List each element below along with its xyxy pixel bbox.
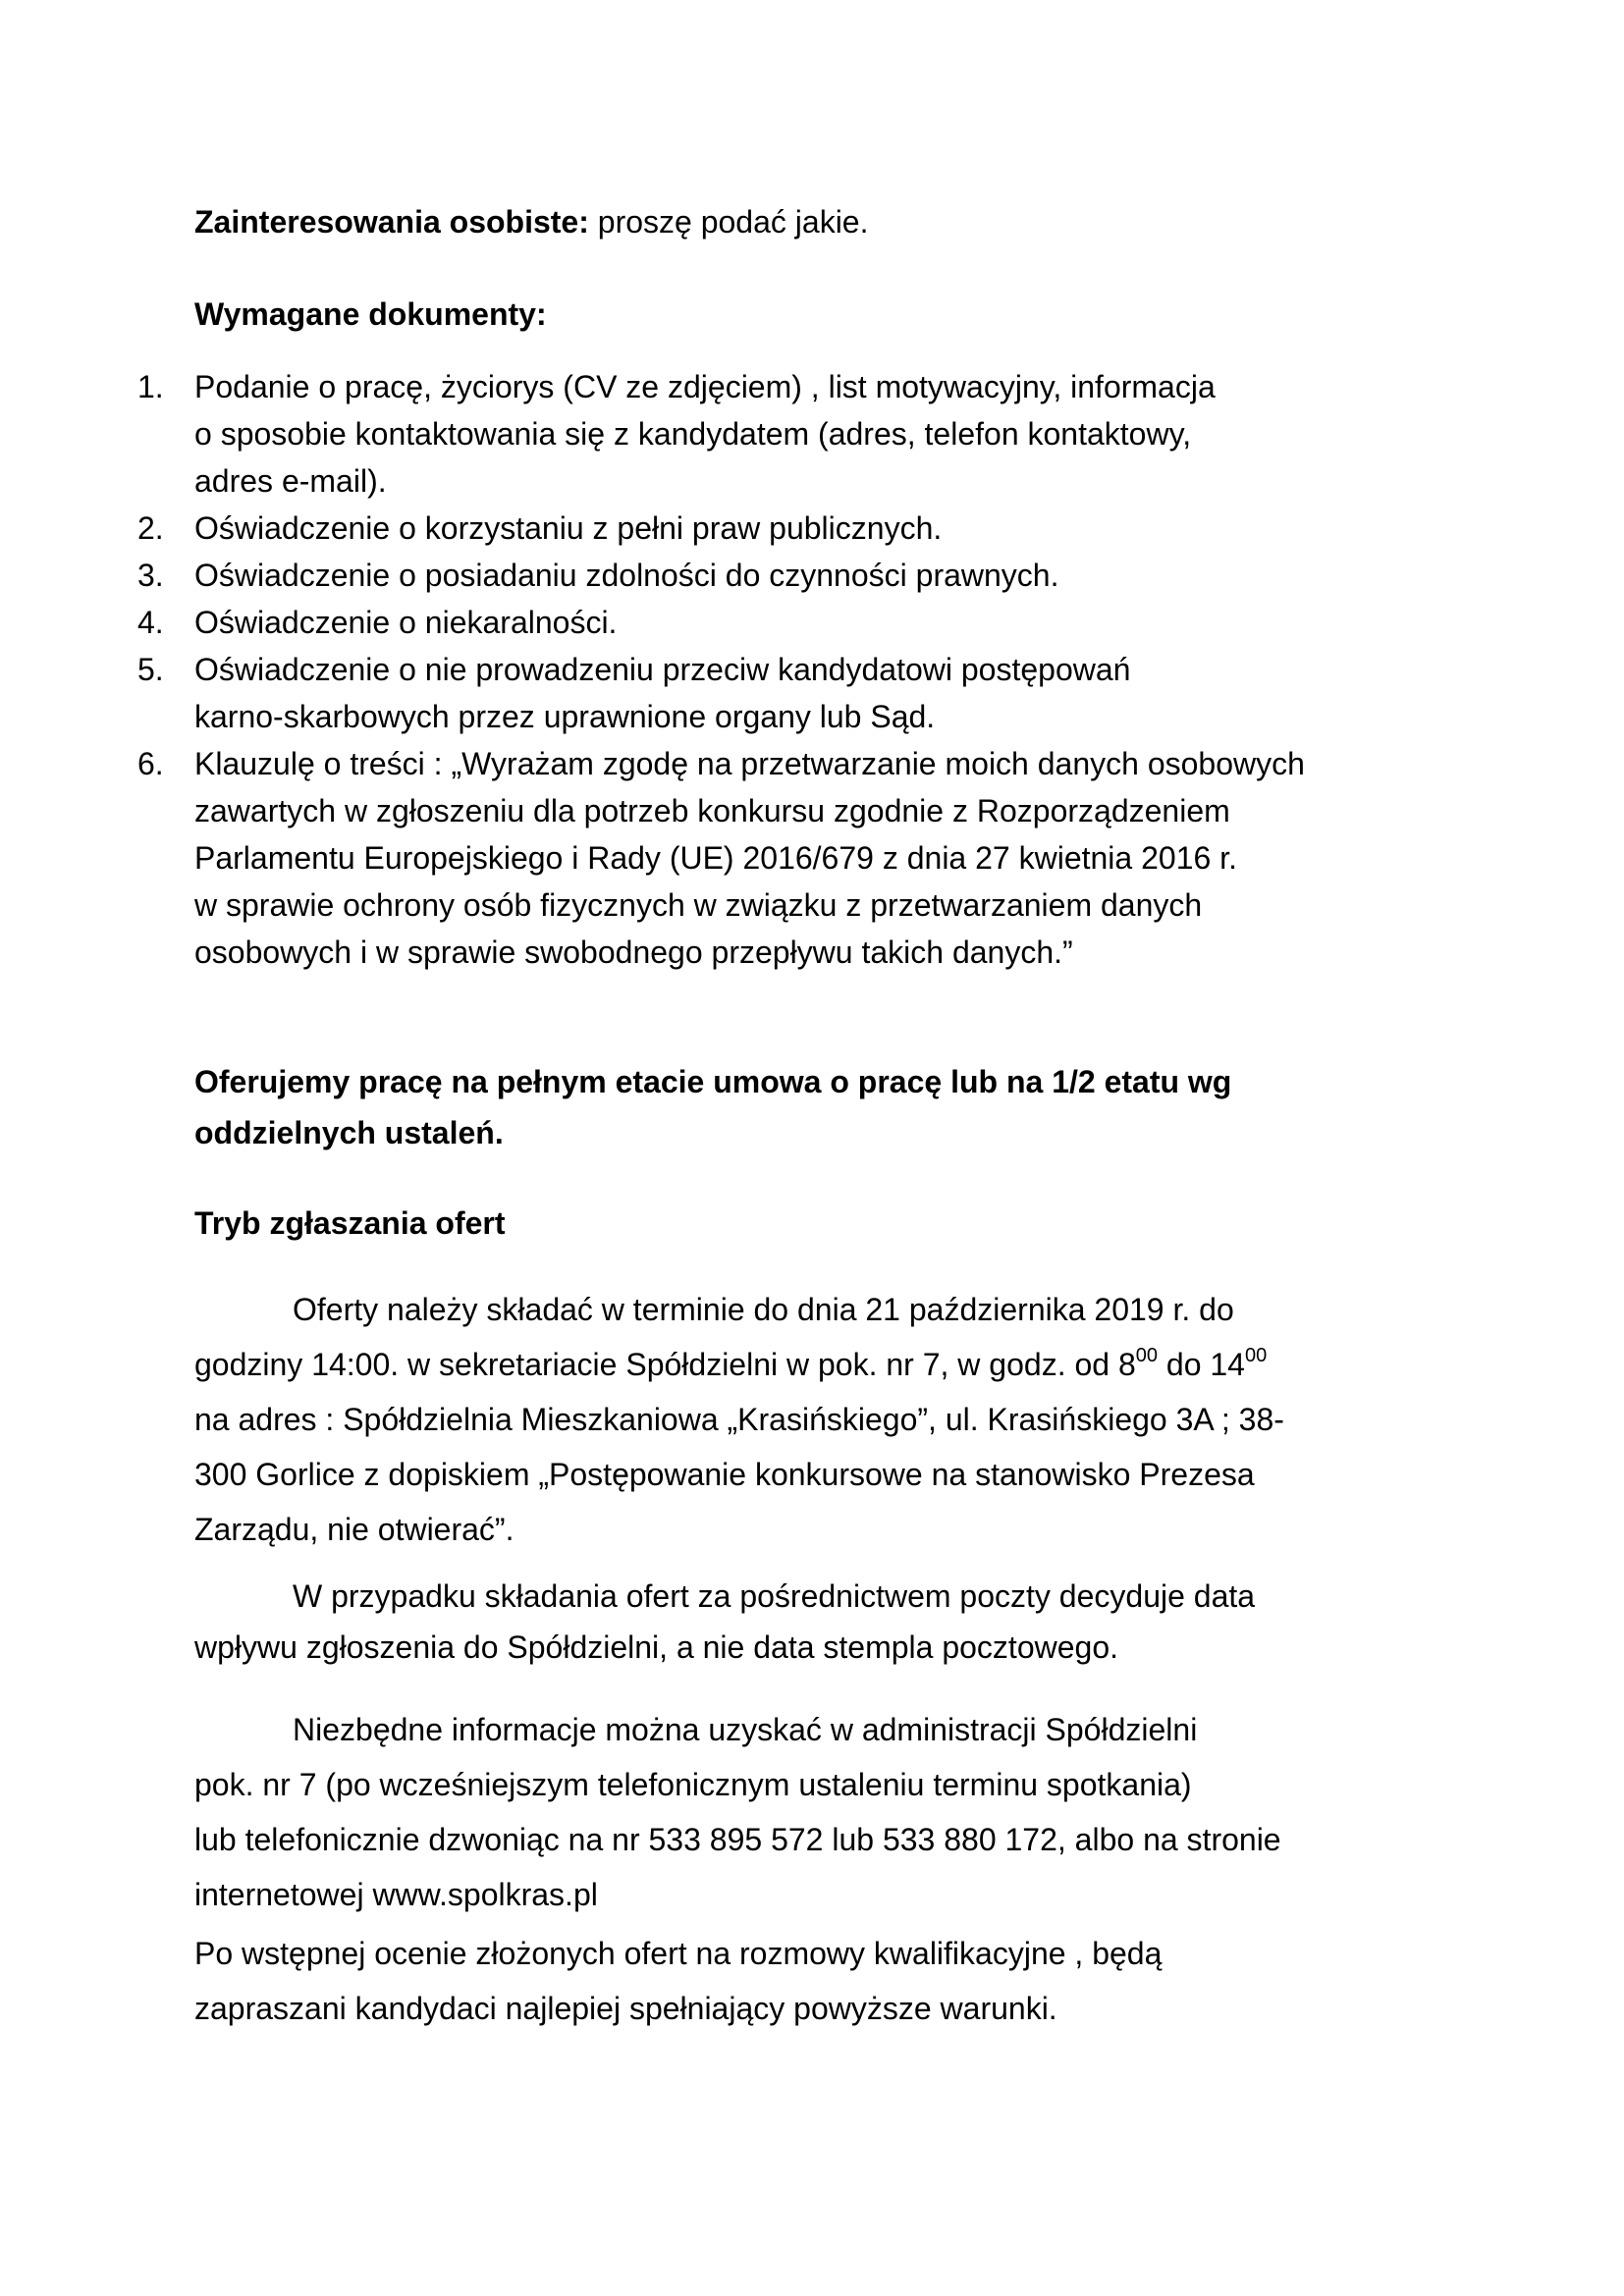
list-number: 6. [137,746,164,781]
list-item: 5. Oświadczenie o nie prowadzeniu przeciw kandydatowi postępowań karno-skarbowych przez uprawnione organy lub Sąd. [137,646,1473,740]
list-item: 2. Oświadczenie o korzystaniu z pełni praw publicznych. [137,505,1473,552]
interests-label: Zainteresowania osobiste: [194,204,589,240]
interests-text: proszę podać jakie. [588,204,869,240]
list-item: 1. Podanie o pracę, życiorys (CV ze zdjęciem) , list motywacyjny, informacja o sposobie kontaktowania się z kandydatem (adres, telefon kontaktowy, adres e-mail). [137,363,1473,505]
interests-line [194,198,1461,245]
submission-paragraph-info: Niezbędne informacje można uzyskać w administracji Spółdzielni pok. nr 7 (po wcześniejszym telefonicznym ustaleniu terminu spotkania) lub telefonicznie dzwoniąc na nr 533 895 572 lub 533 880 172, albo na stronie internetowej www.spolkras.pl [194,1712,1281,1912]
submission-paragraph-post: W przypadku składania ofert za pośrednictwem poczty decyduje data wpływu zgłoszenia do Spółdzielni, a nie data stempla pocztowego. [194,1578,1256,1665]
list-number: 5. [137,652,164,687]
list-number: 3. [137,558,164,593]
list-item: 4. Oświadczenie o niekaralności. [137,599,1473,646]
list-number: 4. [137,605,164,640]
offer-statement: Oferujemy pracę na pełnym etacie umowa o pracę lub na 1/2 etatu wg oddzielnych ustaleń. [194,1064,1232,1150]
list-number: 1. [137,369,164,404]
list-item: 6. Klauzulę o treści : „Wyrażam zgodę na przetwarzanie moich danych osobowych zawartych w zgłoszeniu dla potrzeb konkursu zgodnie z Rozporządzeniem Parlamentu Europejskiego i Rady (UE) 2016/679 z dnia 27 kwietnia 2016 r. w sprawie ochrony osób fizycznych w związku z przetwarzaniem danych osobowych i w sprawie swobodnego przepływu takich danych.” [137,740,1473,976]
list-number: 2. [137,510,164,546]
documents-heading: Wymagane dokumenty: [194,296,547,332]
required-documents-list [137,363,1473,976]
list-item: 3. Oświadczenie o posiadaniu zdolności do czynności prawnych. [137,552,1473,599]
submission-paragraph-deadline: Oferty należy składać w terminie do dnia 21 października 2019 r. do godziny 14:00. w sekretariacie Spółdzielni w pok. nr 7, w godz. od $8^{00}$ do $14^{00}$ na adres : Spółdzielnia Mieszkaniowa „Krasińskiego”, ul. Krasińskiego 3A ; 38- 300 Gorlice z dopiskiem „Postępowanie konkursowe na stanowisko Prezesa Zarządu, nie otwierać”. [194,1292,1284,1547]
submission-heading: Tryb zgłaszania ofert [194,1205,506,1241]
submission-paragraph-evaluation: Po wstępnej ocenie złożonych ofert na rozmowy kwalifikacyjne , będą zapraszani kandydaci najlepiej spełniający powyższe warunki. [194,1936,1163,2026]
